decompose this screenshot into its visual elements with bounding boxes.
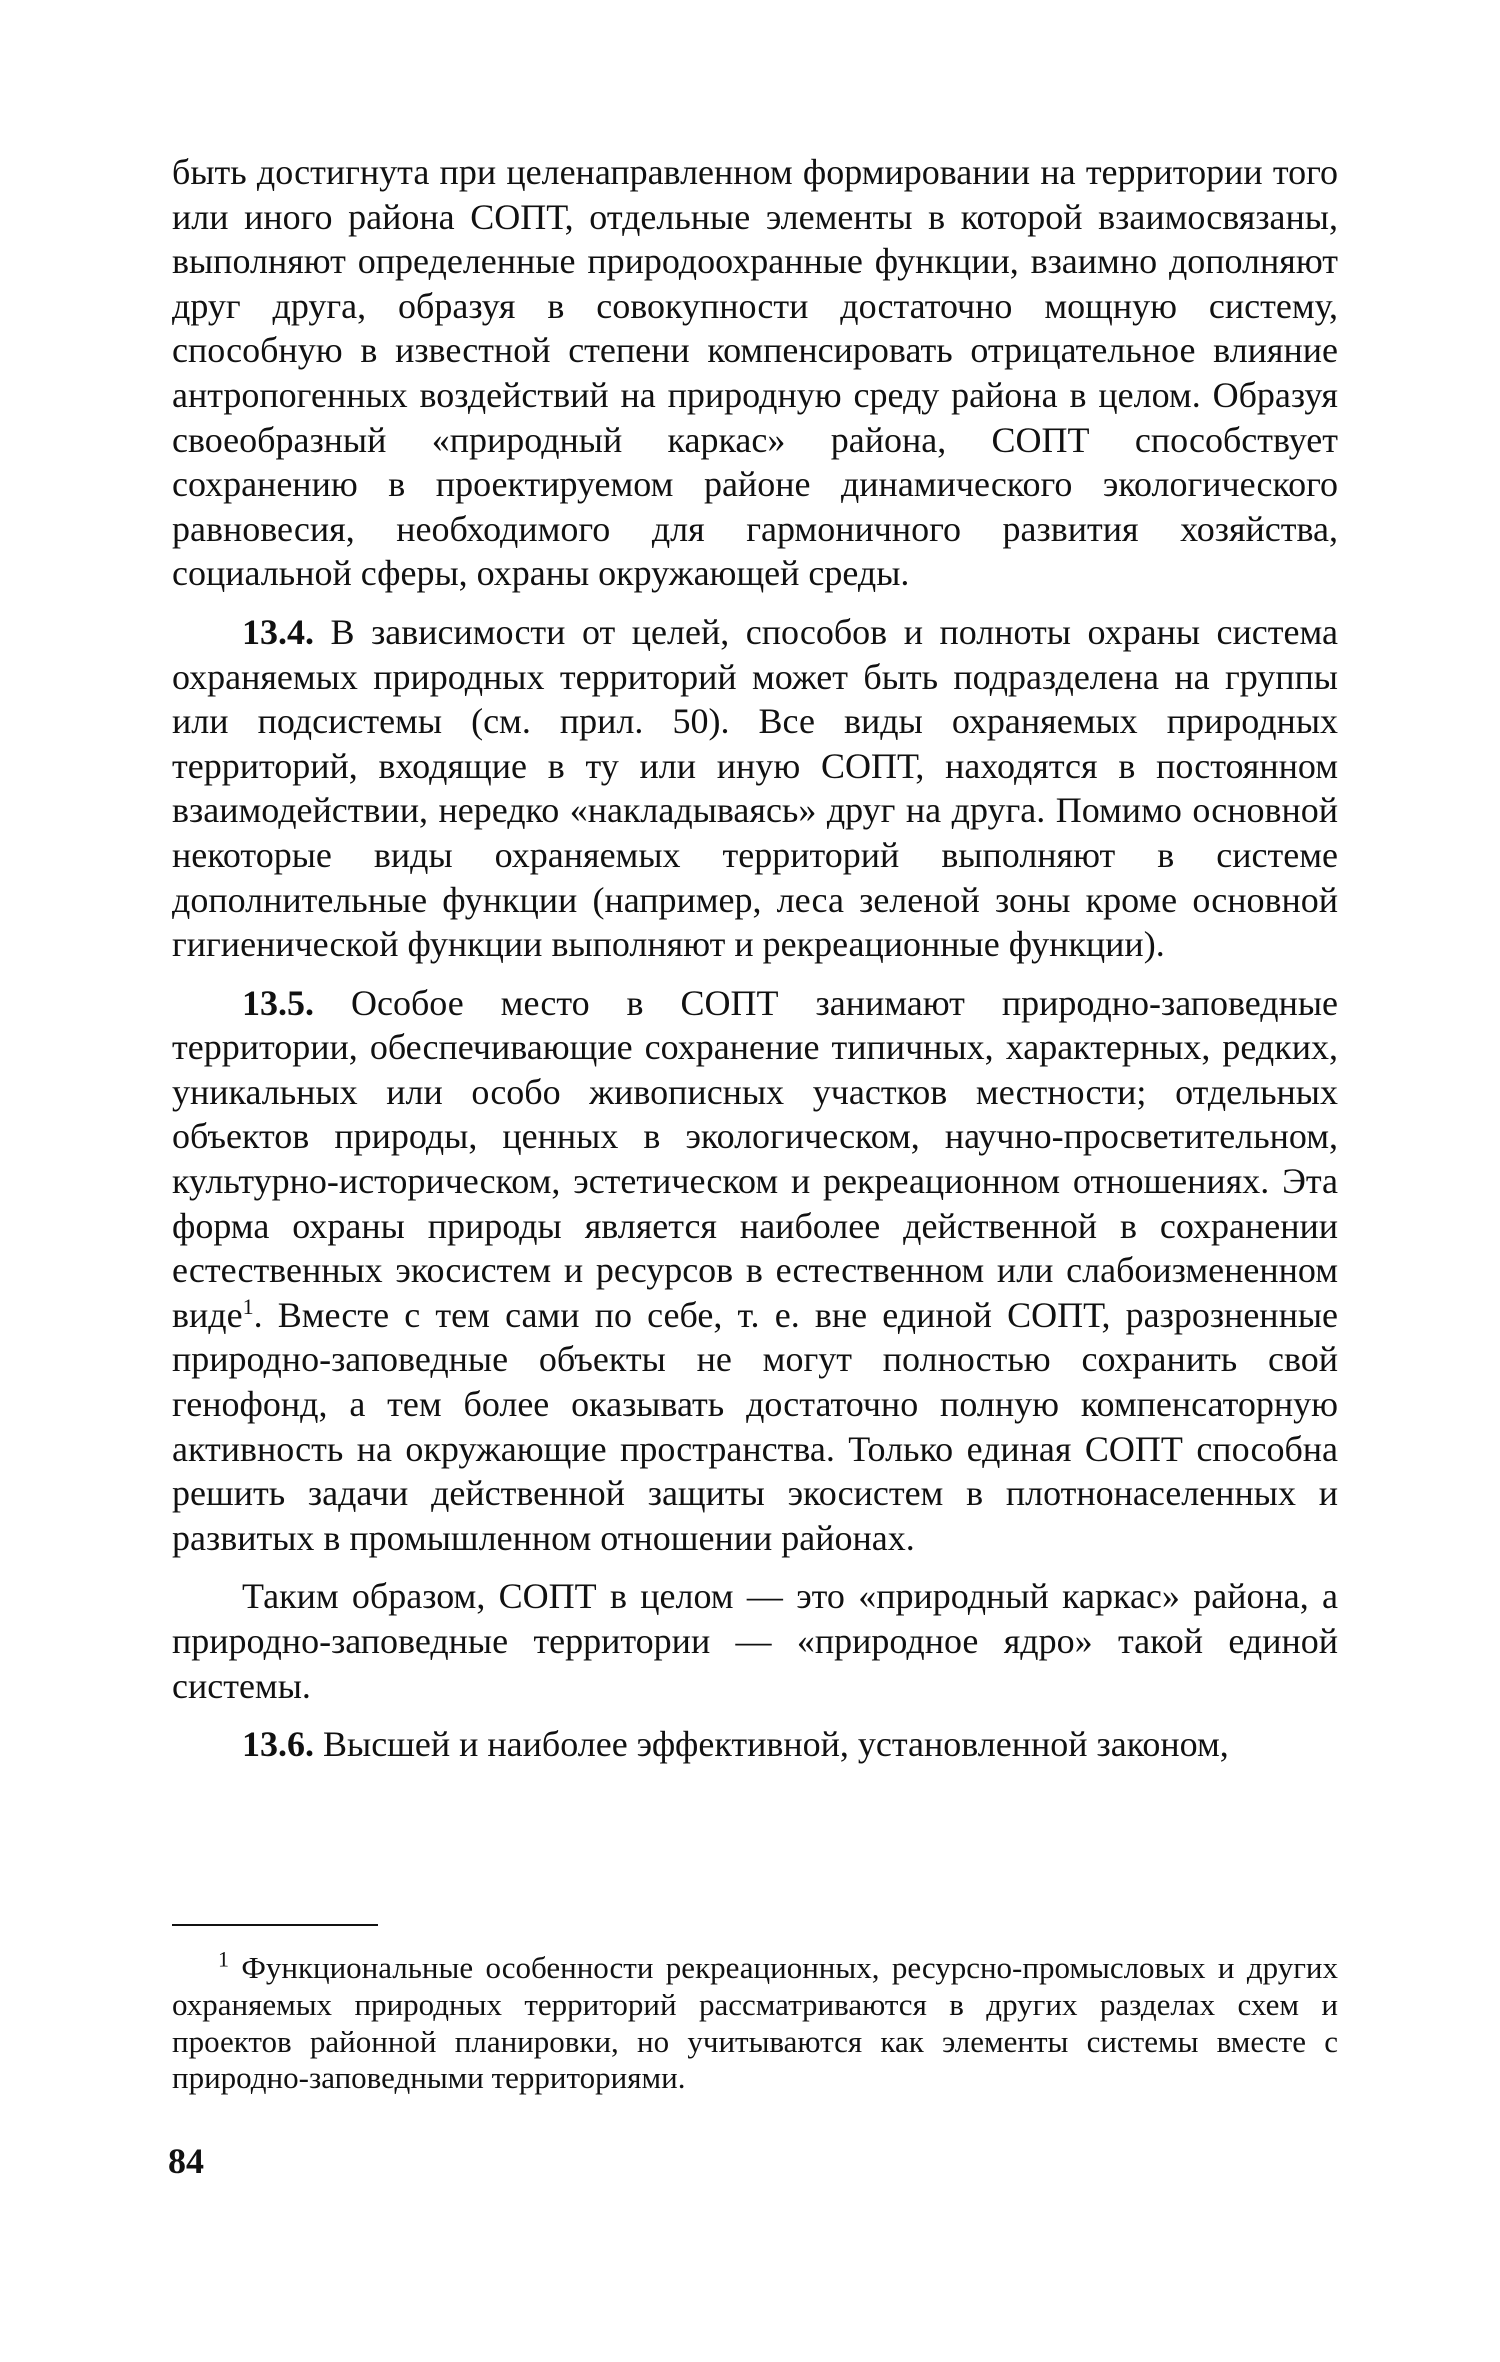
paragraph-number: 13.4. bbox=[242, 611, 314, 652]
paragraph-text: Особое место в СОПТ занимают природно-заповедные территории, обеспечивающие сохранение типичных, характерных, редких, уникальных или особо живописных участков местности; отдельных объектов природы, ценных в экологическом, научно-просветительном, культурно-историческом, эстетическом и рекреационном отношениях. Эта форма охраны природы является наиболее действенной в сохранении естественных экосистем и ресурсов в естественном или слабоизмененном виде bbox=[172, 982, 1338, 1335]
footnote-reference[interactable]: 1 bbox=[242, 1293, 254, 1319]
paragraph-text: Таким образом, СОПТ в целом — это «природный каркас» района, а природно-заповедные территории — «природное ядро» такой единой системы. bbox=[172, 1576, 1338, 1706]
footnote-text: Функциональные особенности рекреационных, ресурсно-промысловых и других охраняемых природных территорий рассматриваются в других разделах схем и проектов районной планировки, но учитываются как элементы системы вместе с природно-заповедными территориями. bbox=[172, 1950, 1338, 2096]
paragraph-summary bbox=[172, 1574, 1338, 1708]
footnote-mark: 1 bbox=[218, 1946, 229, 1972]
paragraph-continuation bbox=[172, 150, 1338, 596]
paragraph-13-5 bbox=[172, 981, 1338, 1561]
paragraph-13-6 bbox=[172, 1722, 1338, 1767]
paragraph-number: 13.5. bbox=[242, 982, 314, 1023]
footnote bbox=[172, 1946, 1338, 2097]
paragraph-text: Высшей и наиболее эффективной, установленной законом, bbox=[323, 1724, 1229, 1765]
paragraph-text-after-reference: . Вместе с тем сами по себе, т. е. вне единой СОПТ, разрозненные природно-заповедные объекты не могут полностью сохранить свой генофонд, а тем более оказывать достаточно полную компенсаторную активность на окружающие пространства. Только единая СОПТ способна решить задачи действенной защиты экосистем в плотнонаселенных и развитых в промышленном отношении районах. bbox=[172, 1294, 1338, 1558]
footnote-divider bbox=[172, 1924, 378, 1926]
paragraph-text: В зависимости от целей, способов и полноты охраны система охраняемых природных территорий может быть подразделена на группы или подсистемы (см. прил. 50). Все виды охраняемых природных территорий, входящие в ту или иную СОПТ, находятся в постоянном взаимодействии, нередко «накладываясь» друг на друга. Помимо основной некоторые виды охраняемых территорий выполняют в системе дополнительные функции (например, леса зеленой зоны кроме основной гигиенической функции выполняют и рекреационные функции). bbox=[172, 611, 1338, 965]
paragraph-13-4 bbox=[172, 610, 1338, 967]
paragraph-text: быть достигнута при целенаправленном формировании на территории того или иного района СОПТ, отдельные элементы в которой взаимосвязаны, выполняют определенные природоохранные функции, взаимно дополняют друг друга, образуя в совокупности достаточно мощную систему, способную в известной степени компенсировать отрицательное влияние антропогенных воздействий на природную среду района в целом. Образуя своеобразный «природный каркас» района, СОПТ способствует сохранению в проектируемом районе динамического экологического равновесия, необходимого для гармоничного развития хозяйства, социальной сферы, охраны окружающей среды. bbox=[172, 152, 1338, 594]
page-number: 84 bbox=[168, 2141, 204, 2181]
paragraph-number: 13.6. bbox=[242, 1724, 314, 1765]
